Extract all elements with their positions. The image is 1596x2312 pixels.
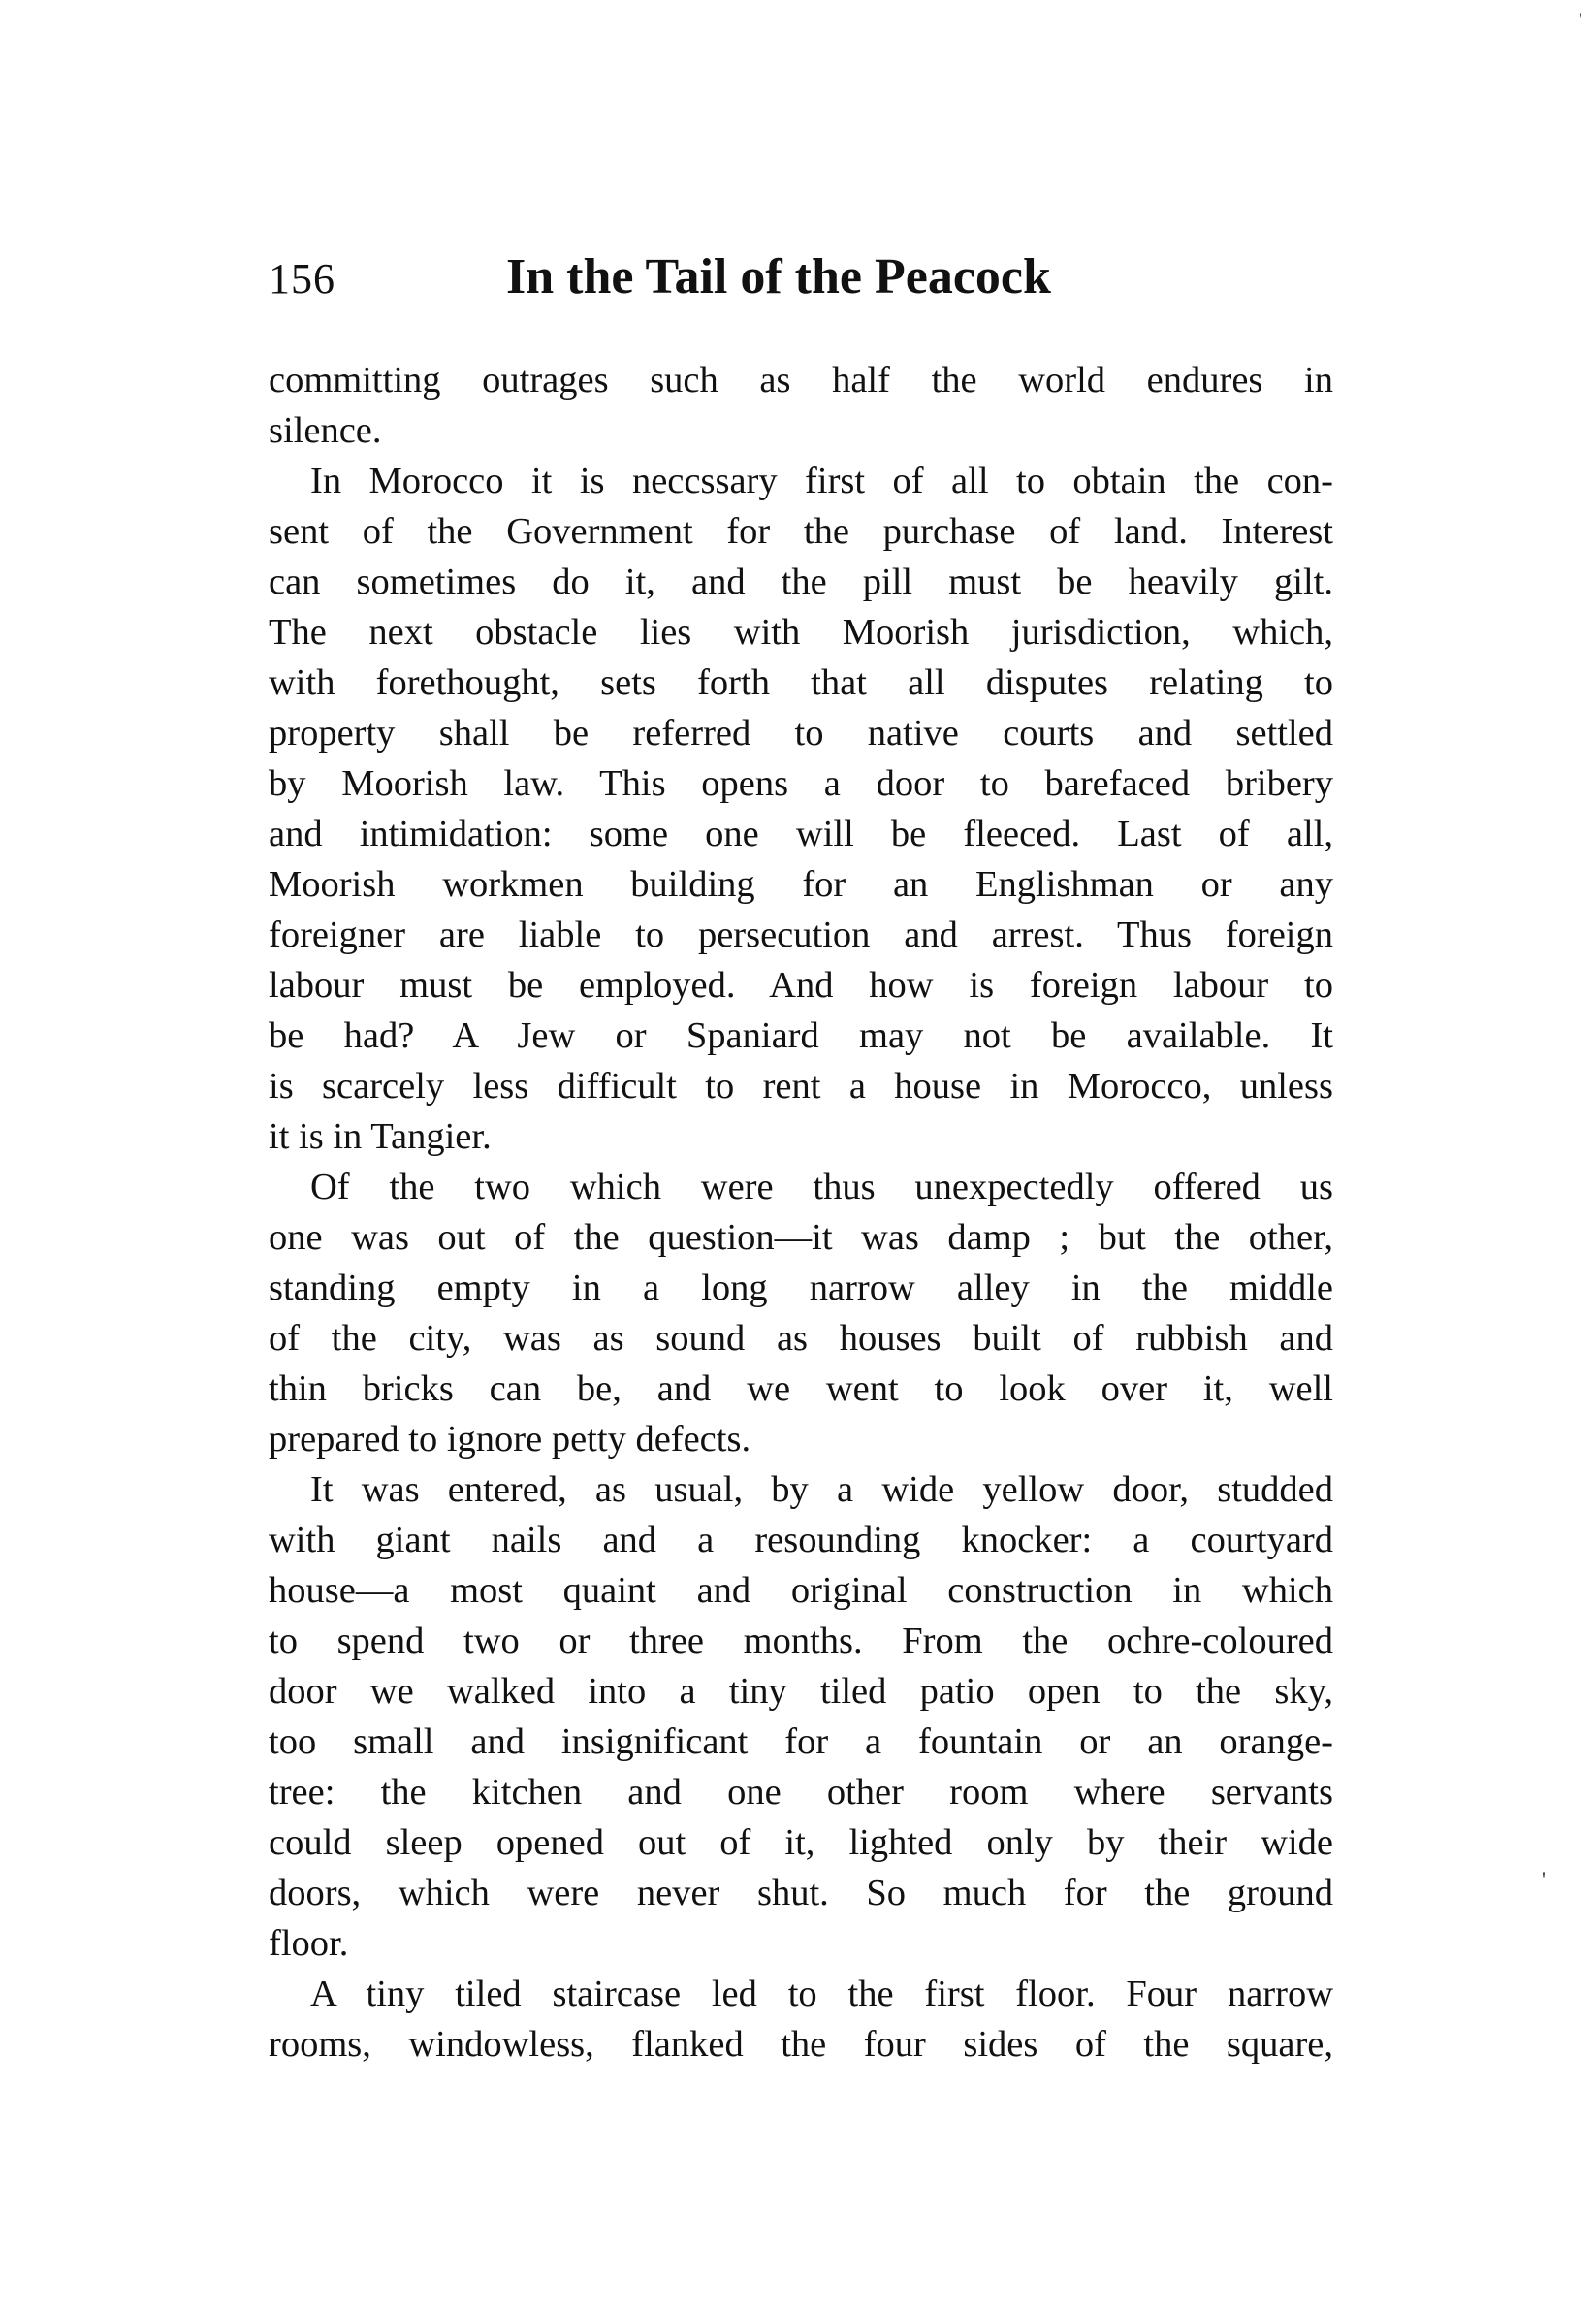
text-line: with giant nails and a resounding knocker: a courtyard bbox=[269, 1520, 1333, 1560]
text-line: thin bricks can be, and we went to look over it, well bbox=[269, 1368, 1333, 1409]
text-line: one was out of the question—it was damp ; but the other, bbox=[269, 1217, 1333, 1258]
text-line: foreigner are liable to persecution and arrest. Thus foreign bbox=[269, 915, 1333, 955]
text-line: property shall be referred to native courts and settled bbox=[269, 713, 1333, 754]
text-line: Moorish workmen building for an Englishman or any bbox=[269, 864, 1333, 905]
text-line: A tiny tiled staircase led to the first floor. Four narrow bbox=[310, 1974, 1333, 2014]
page-number: 156 bbox=[269, 255, 335, 303]
text-line: labour must be employed. And how is foreign labour to bbox=[269, 965, 1333, 1006]
text-line: The next obstacle lies with Moorish jurisdiction, which, bbox=[269, 612, 1333, 653]
running-title: In the Tail of the Peacock bbox=[506, 249, 1051, 305]
text-line: by Moorish law. This opens a door to barefaced bribery bbox=[269, 763, 1333, 804]
text-line: and intimidation: some one will be fleeced. Last of all, bbox=[269, 814, 1333, 854]
text-line: could sleep opened out of it, lighted only by their wide bbox=[269, 1822, 1333, 1863]
text-line: be had? A Jew or Spaniard may not be available. It bbox=[269, 1015, 1333, 1056]
text-line: can sometimes do it, and the pill must be heavily gilt. bbox=[269, 562, 1333, 602]
text-line: with forethought, sets forth that all disputes relating to bbox=[269, 662, 1333, 703]
text-line: Of the two which were thus unexpectedly offered us bbox=[310, 1167, 1333, 1207]
text-line: tree: the kitchen and one other room where servants bbox=[269, 1772, 1333, 1813]
text-line: of the city, was as sound as houses built of rubbish and bbox=[269, 1318, 1333, 1359]
text-line: door we walked into a tiny tiled patio open to the sky, bbox=[269, 1671, 1333, 1712]
text-line: house—a most quaint and original construction in which bbox=[269, 1570, 1333, 1611]
text-line: to spend two or three months. From the ochre-coloured bbox=[269, 1621, 1333, 1661]
text-line: it is in Tangier. bbox=[269, 1116, 492, 1157]
text-line: sent of the Government for the purchase of land. Interest bbox=[269, 511, 1333, 552]
text-line: It was entered, as usual, by a wide yellow door, studded bbox=[310, 1469, 1333, 1510]
scan-speck: ' bbox=[1579, 8, 1582, 32]
text-line: is scarcely less difficult to rent a house in Morocco, unless bbox=[269, 1066, 1333, 1107]
text-line: In Morocco it is neccssary first of all to obtain the con- bbox=[310, 461, 1333, 501]
text-line: standing empty in a long narrow alley in the middle bbox=[269, 1268, 1333, 1308]
text-line: silence. bbox=[269, 410, 382, 451]
text-line: floor. bbox=[269, 1923, 349, 1964]
running-head bbox=[269, 249, 1335, 312]
body-text bbox=[269, 355, 1333, 2070]
text-line: too small and insignificant for a fountain or an orange- bbox=[269, 1721, 1333, 1762]
text-line: doors, which were never shut. So much for the ground bbox=[269, 1873, 1333, 1913]
scan-speck: ' bbox=[1542, 1867, 1546, 1891]
text-line: prepared to ignore petty defects. bbox=[269, 1419, 751, 1460]
text-line: rooms, windowless, flanked the four sides of the square, bbox=[269, 2024, 1333, 2065]
text-line: committing outrages such as half the world endures in bbox=[269, 360, 1333, 401]
